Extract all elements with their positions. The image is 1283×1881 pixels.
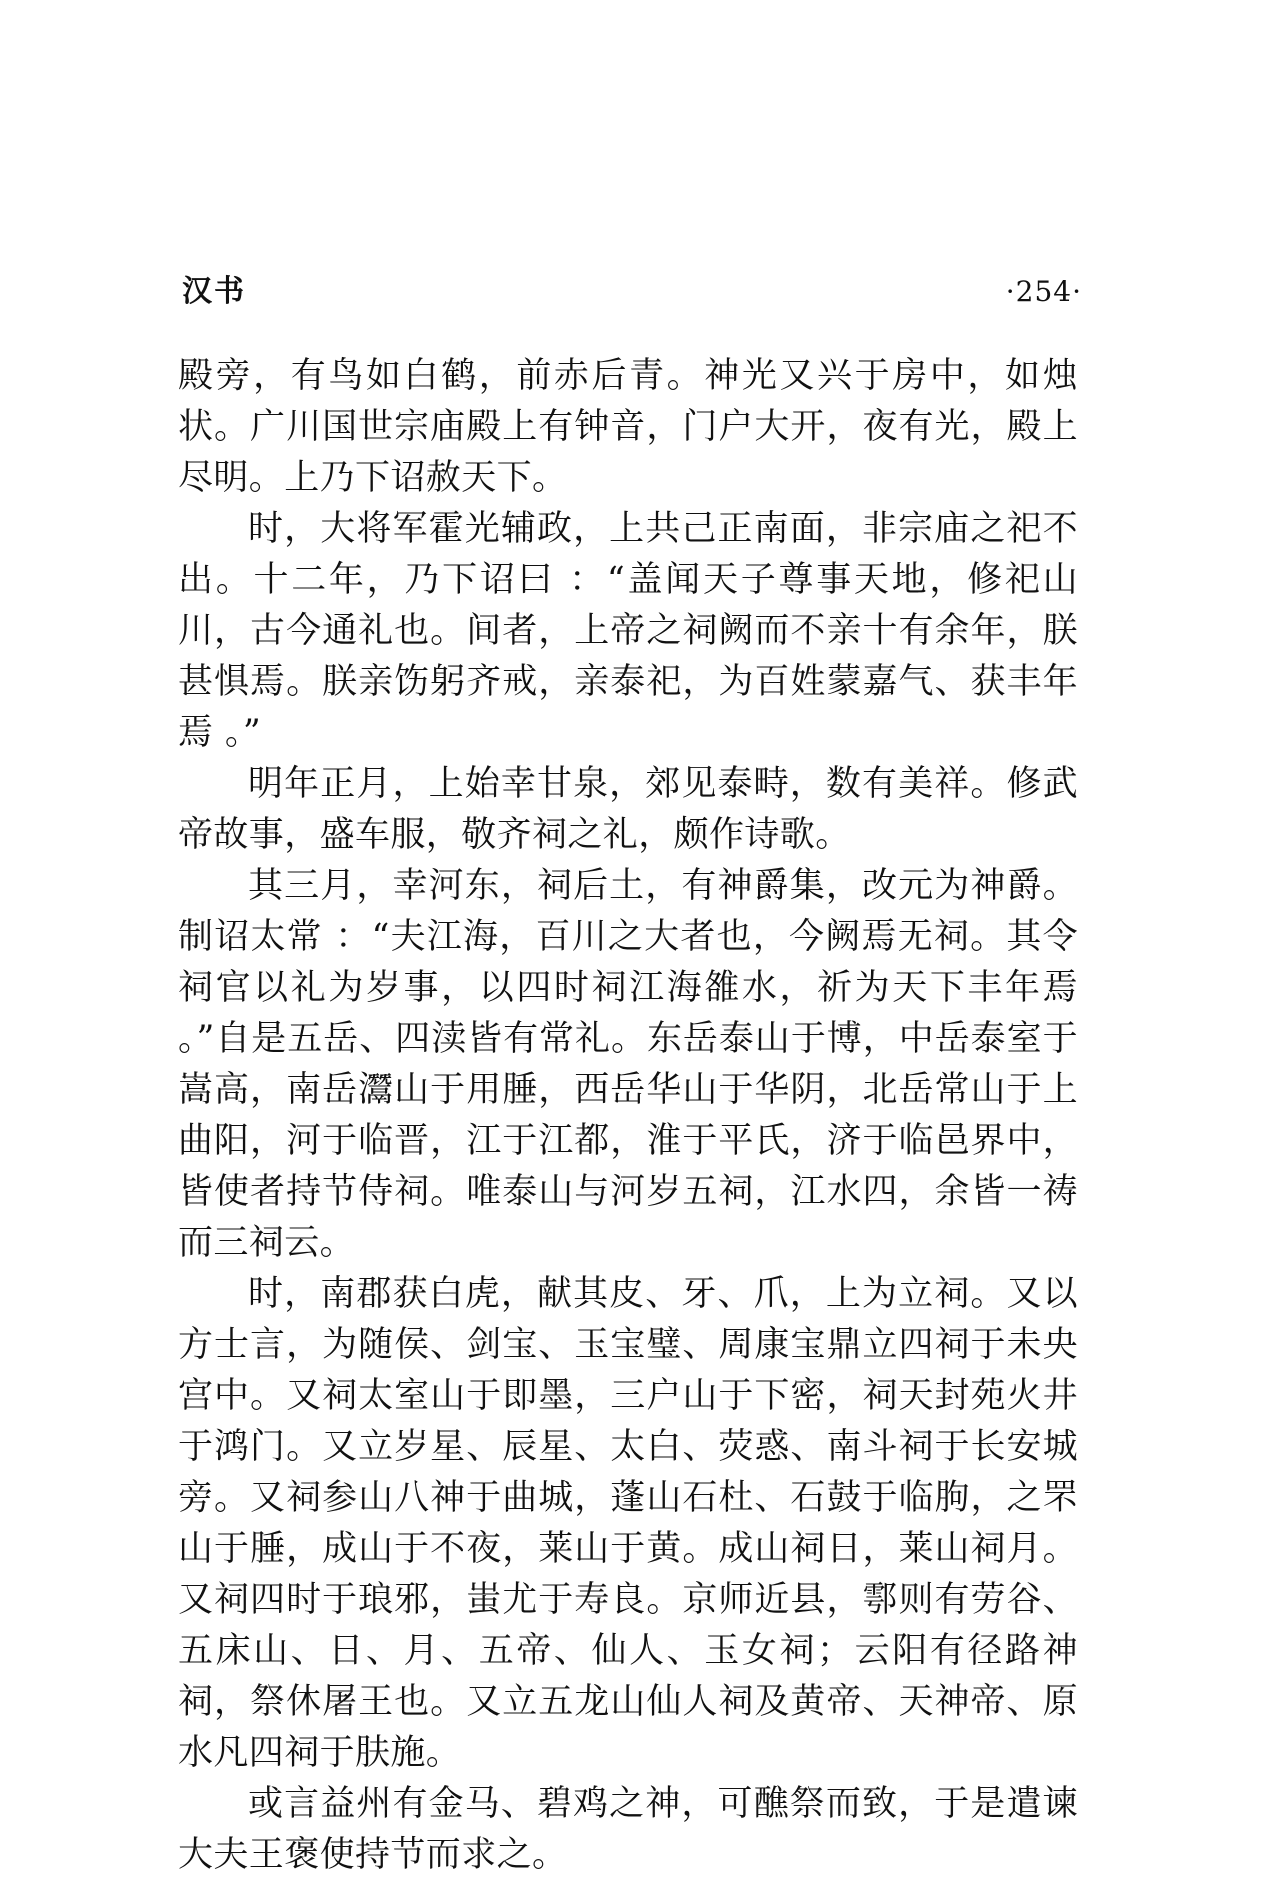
- paragraph-6: 或言益州有金马、碧鸡之神，可醮祭而致，于是遣谏大夫王褒使持节而求之。: [178, 1784, 1078, 1875]
- paragraph-4: 其三月，幸河东，祠后土，有神爵集，改元为神爵。制诏太常 ：“夫江海，百川之大者也，今阙焉无祠。其令祠官以礼为岁事，以四时祠江海雒水，祈为天下丰年焉 。”自是五岳、四渎皆有常礼。东岳泰山于博，中岳泰室于嵩高，南岳灊山于用腄，西岳华山于华阴，北岳常山于上曲阳，河于临晋，江于江都，淮于平氏，济于临邑界中，皆使者持节侍祠。唯泰山与河岁五祠，江水四，余皆一祷而三祠云。: [178, 866, 1078, 1263]
- book-title: 汉书: [182, 274, 246, 309]
- body-text: [178, 351, 1078, 1881]
- paragraph-1: 殿旁，有鸟如白鹤，前赤后青。神光又兴于房中，如烛状。广川国世宗庙殿上有钟音，门户大开，夜有光，殿上尽明。上乃下诏赦天下。: [178, 356, 1078, 498]
- paragraph-5: 时，南郡获白虎，献其皮、牙、爪，上为立祠。又以方士言，为随侯、剑宝、玉宝璧、周康宝鼎立四祠于未央宫中。又祠太室山于即墨，三户山于下密，祠天封苑火井于鸿门。又立岁星、辰星、太白、荧惑、南斗祠于长安城旁。又祠参山八神于曲城，蓬山石杜、石鼓于临朐，之罘山于腄，成山于不夜，莱山于黄。成山祠日，莱山祠月。又祠四时于琅邪，蚩尤于寿良。京师近县，鄠则有劳谷、五床山、日、月、五帝、仙人、玉女祠；云阳有径路神祠，祭休屠王也。又立五龙山仙人祠及黄帝、天神帝、原水凡四祠于肤施。: [178, 1274, 1078, 1773]
- paragraph-3: 明年正月，上始幸甘泉，郊见泰畤，数有美祥。修武帝故事，盛车服，敬齐祠之礼，颇作诗歌。: [178, 764, 1078, 855]
- running-header: [182, 270, 1082, 314]
- page-number: ·254·: [1005, 275, 1082, 308]
- paragraph-2: 时，大将军霍光辅政，上共己正南面，非宗庙之祀不出。十二年，乃下诏曰 ：“盖闻天子尊事天地，修祀山川，古今通礼也。间者，上帝之祠阙而不亲十有余年，朕甚惧焉。朕亲饬躬齐戒，亲泰祀，为百姓蒙嘉气、获丰年焉 。”: [178, 509, 1078, 753]
